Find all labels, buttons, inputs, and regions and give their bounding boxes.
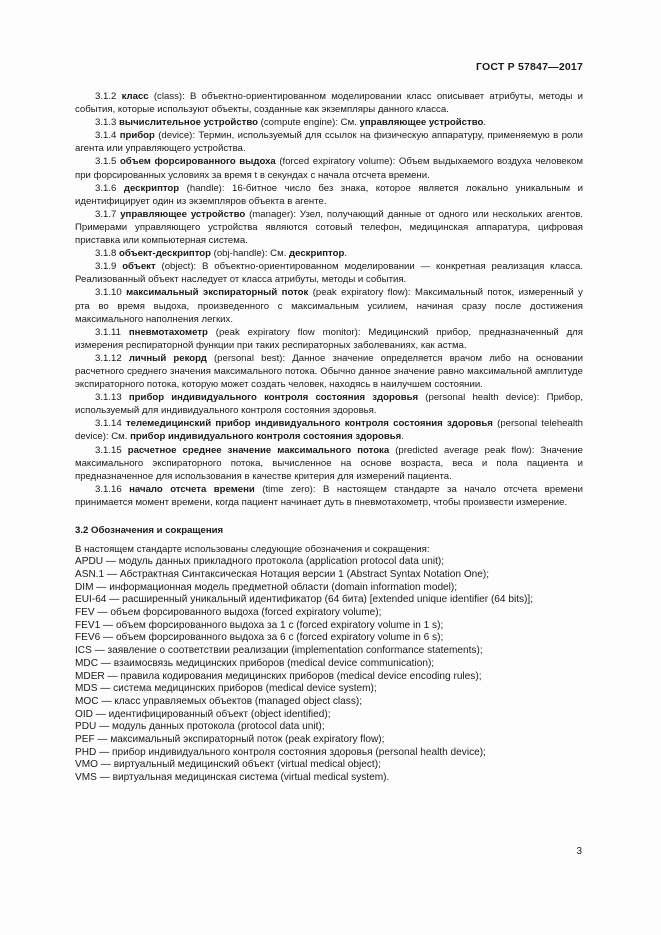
abbreviation-item: MDS — система медицинских приборов (medical device system);	[75, 683, 377, 695]
abbreviation-item: MDC — взаимосвязь медицинских приборов (medical device communication);	[75, 657, 435, 669]
definition-term: объект-дескриптор	[119, 248, 211, 260]
abbreviation-item: PHD — прибор индивидуального контроля состояния здоровья (personal health device);	[75, 746, 486, 758]
abbreviation-item: FEV6 — объем форсированного выдоха за 6 с (forced expiratory volume in 6 s);	[75, 632, 444, 644]
definition-text: (personal best): Данное значение определяется врачом либо на основании расчетного среднего значения максимального потока. Обычно данное значение равно максимальной амплитуде экспираторного потока, которую может создать человек, находясь в наилучшем состоянии.	[75, 352, 584, 391]
definition-text: (peak expiratory flow monitor): Медицинский прибор, предназначенный для измерения респираторной функции при таких респираторных заболеваниях, как астма.	[75, 326, 583, 351]
definition-text: (manager): Узел, получающий данные от одного или нескольких агентов. Примерами управляющего устройства являются сотовый телефон, медицинская аппаратура, цифровая приставка или компьютерная система.	[75, 208, 583, 247]
definition-text: (personal health device): Прибор, используемый для индивидуального контроля состояния здоровья.	[75, 392, 584, 417]
definition-item	[75, 326, 583, 352]
definition-number: 3.1.13	[95, 392, 122, 404]
abbreviation-item: ASN.1 — Абстрактная Синтаксическая Нотация версии 1 (Abstract Syntax Notation One);	[75, 568, 490, 580]
abbreviation-item: FEV — объем форсированного выдоха (forced expiratory volume);	[75, 607, 382, 618]
definition-term: начало отсчета времени	[129, 483, 255, 495]
definition-number: 3.1.9	[95, 261, 117, 273]
definition-item	[75, 444, 583, 483]
definition-term: объект	[122, 261, 156, 273]
definition-number: 3.1.10	[95, 287, 122, 299]
definition-text: (time zero): В настоящем стандарте за начало отсчета времени принимается момент времени, когда пациент начинает дуть в пневмотахометр, чтобы произвести измерение.	[75, 483, 583, 508]
definition-tail: .	[344, 248, 347, 260]
section-intro: В настоящем стандарте использованы следующие обозначения и сокращения:	[75, 544, 430, 556]
definition-item	[75, 182, 583, 208]
definition-text: (class): В объектно-ориентированном моделировании класс описывает атрибуты, методы и события, которые используют объекты, созданные как экземпляры данного класса.	[75, 91, 583, 116]
definition-number: 3.1.3	[95, 117, 117, 129]
definition-term: пневмотахометр	[128, 326, 208, 338]
definition-text: (compute engine): См.	[258, 117, 360, 129]
definition-number: 3.1.4	[95, 130, 117, 142]
definition-number: 3.1.11	[95, 326, 121, 338]
definition-term: объем форсированного выдоха	[119, 156, 276, 168]
definition-term: прибор	[119, 130, 155, 142]
definition-reference: прибор индивидуального контроля состояния здоровья	[130, 431, 402, 443]
definition-item	[75, 417, 583, 443]
definitions-list	[75, 90, 583, 509]
definition-text: (personal telehealth device): См.	[75, 418, 583, 443]
abbreviation-item: PEF — максимальный экспираторный поток (peak expiratory flow);	[75, 734, 385, 746]
definition-item	[75, 286, 583, 325]
definition-text: (predicted average peak flow): Значение максимального экспираторного потока, вычисленное на основе возраста, веса и пола пациента и предназначенное для использования в качестве критерия для измерений пациента.	[75, 444, 583, 482]
page-number: 3	[576, 846, 582, 857]
definition-reference: дескриптор	[289, 248, 345, 260]
definition-number: 3.1.15	[95, 444, 122, 456]
definition-text: (object): В объектно-ориентированном моделировании — конкретная реализация класса. Реализованный объект наследует от класса атрибуты, методы и события.	[75, 261, 583, 286]
abbreviation-item: APDU — модуль данных прикладного протокола (application protocol data unit);	[75, 556, 445, 568]
definition-term: управляющее устройство	[120, 208, 246, 220]
definition-item	[75, 155, 583, 181]
abbreviation-item: MDER — правила кодирования медицинских приборов (medical device encoding rules);	[75, 670, 482, 682]
definition-number: 3.1.14	[95, 418, 122, 430]
definition-item	[75, 129, 583, 155]
definition-tail: .	[483, 117, 487, 129]
definition-number: 3.1.6	[95, 182, 117, 194]
abbreviation-item: ICS — заявление о соответствии реализации (implementation conformance statements);	[75, 645, 483, 657]
section-title: 3.2 Обозначения и сокращения	[75, 525, 224, 536]
definition-text: (handle): 16-битное число без знака, которое является локально уникальным и идентифицирует один из экземпляров объекта в агенте.	[75, 182, 584, 207]
document-header-id: ГОСТ Р 57847—2017	[475, 61, 583, 73]
definition-term: максимальный экспираторный поток	[126, 287, 309, 299]
definition-number: 3.1.12	[95, 352, 122, 364]
definition-term: личный рекорд	[128, 352, 207, 364]
definition-term: класс	[121, 91, 149, 102]
definition-number: 3.1.5	[95, 156, 117, 168]
definition-item	[75, 208, 583, 247]
definition-number: 3.1.8	[95, 248, 117, 260]
definition-term: расчетное среднее значение максимального потока	[127, 444, 390, 456]
abbreviation-item: DIM — информационная модель предметной области (domain information model);	[75, 581, 458, 593]
definition-text: (device): Термин, используемый для ссылок на физическую аппаратуру, применяемую в роли агента или управляющего устройства.	[75, 130, 583, 155]
definition-number: 3.1.7	[95, 208, 117, 220]
definition-item	[75, 90, 583, 116]
abbreviation-item: MOC — класс управляемых объектов (managed object class);	[75, 695, 363, 707]
definition-text: (obj-handle): См.	[210, 248, 290, 260]
abbreviation-item: VMO — виртуальный медицинский объект (virtual medical object);	[75, 759, 381, 771]
abbreviation-item: VMS — виртуальная медицинская система (virtual medical system).	[75, 772, 390, 784]
definition-term: прибор индивидуального контроля состояния здоровья	[128, 392, 419, 404]
abbreviation-item: FEV1 — объем форсированного выдоха за 1 с (forced expiratory volume in 1 s);	[75, 619, 444, 631]
abbreviation-item: PDU — модуль данных протокола (protocol data unit);	[75, 721, 325, 733]
abbreviation-item: OID — идентифицированный объект (object identified);	[75, 708, 331, 720]
definition-item	[75, 116, 583, 129]
definition-number: 3.1.2	[95, 91, 117, 102]
definition-item	[75, 260, 583, 286]
definition-text: (peak expiratory flow): Максимальный поток, измеренный у рта во время выдоха, произведенного с максимальным усилием, начиная сразу после достижения максимального наполнения легких.	[75, 287, 583, 325]
definition-item	[75, 352, 583, 391]
definition-term: дескриптор	[123, 182, 180, 194]
definition-term: телемедицинский прибор индивидуального контроля состояния здоровья	[125, 418, 493, 430]
document-body	[75, 90, 583, 785]
abbreviations-list	[75, 556, 583, 785]
definition-reference: управляющее устройство	[359, 117, 484, 129]
definition-item	[75, 247, 583, 260]
definition-text: (forced expiratory volume): Объем выдыхаемого воздуха человеком при форсированных условиях за время t в секундах с начала отсчета времени.	[75, 156, 583, 181]
definition-tail: .	[401, 431, 404, 443]
definition-item	[75, 483, 583, 509]
definition-item	[75, 391, 583, 417]
definition-term: вычислительное устройство	[119, 117, 258, 129]
abbreviation-item: EUI-64 — расширенный уникальный идентификатор (64 бита) [extended unique identifier (64 bits)];	[75, 594, 534, 606]
definition-number: 3.1.16	[95, 483, 122, 495]
